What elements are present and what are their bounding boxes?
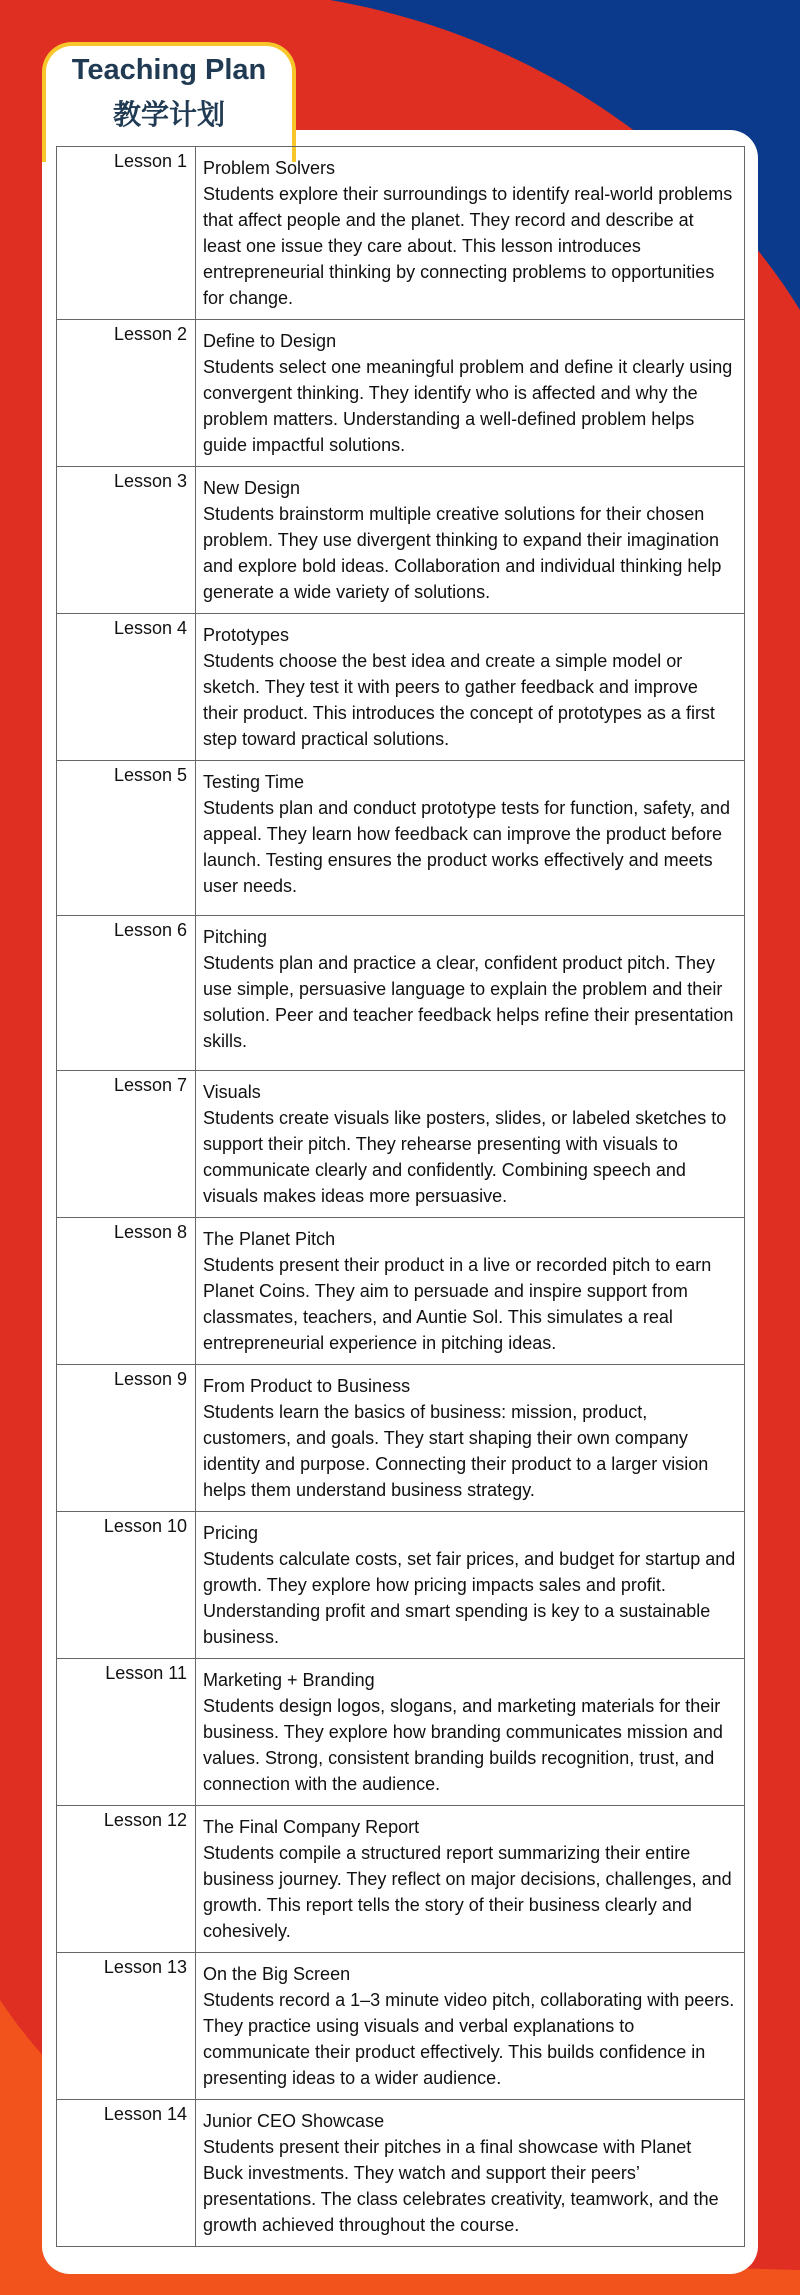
lesson-title: The Planet Pitch <box>203 1229 336 1249</box>
table-row <box>57 2100 745 2247</box>
lesson-cell <box>196 467 745 614</box>
lesson-description: Students select one meaningful problem and define it clearly using convergent thinking. They identify who is affected and why the problem matters. Understanding a well-defined problem helps guide impactful solutions. <box>203 357 733 455</box>
lesson-label: Lesson 7 <box>57 1071 196 1218</box>
lesson-title: Define to Design <box>203 331 337 351</box>
lesson-cell <box>196 1806 745 1953</box>
lesson-title: On the Big Screen <box>203 1964 351 1984</box>
lesson-label: Lesson 4 <box>57 614 196 761</box>
table-row <box>57 1071 745 1218</box>
lesson-description: Students create visuals like posters, slides, or labeled sketches to support their pitch. They rehearse presenting with visuals to communicate clearly and confidently. Combining speech and visuals makes ideas more persuasive. <box>203 1108 727 1206</box>
lesson-description: Students brainstorm multiple creative solutions for their chosen problem. They use divergent thinking to expand their imagination and explore bold ideas. Collaboration and individual thinking help generate a wide variety of solutions. <box>203 504 722 602</box>
lesson-cell <box>196 320 745 467</box>
table-row <box>57 614 745 761</box>
lesson-label: Lesson 9 <box>57 1365 196 1512</box>
lesson-title: Prototypes <box>203 625 290 645</box>
lesson-label: Lesson 1 <box>57 147 196 320</box>
lesson-title: Junior CEO Showcase <box>203 2111 385 2131</box>
lesson-cell <box>196 1218 745 1365</box>
table-row <box>57 761 745 916</box>
lesson-cell <box>196 1512 745 1659</box>
table-row <box>57 1218 745 1365</box>
title-tab <box>42 42 296 162</box>
lesson-title: Testing Time <box>203 772 305 792</box>
lesson-table <box>56 146 745 2247</box>
lesson-title: Marketing + Branding <box>203 1670 375 1690</box>
lesson-title: Pitching <box>203 927 268 947</box>
lesson-description: Students calculate costs, set fair prices, and budget for startup and growth. They explore how pricing impacts sales and profit. Understanding profit and smart spending is key to a sustainable business. <box>203 1549 736 1647</box>
lesson-cell <box>196 2100 745 2247</box>
lesson-title: New Design <box>203 478 301 498</box>
lesson-label: Lesson 12 <box>57 1806 196 1953</box>
lesson-label: Lesson 3 <box>57 467 196 614</box>
lesson-cell <box>196 761 745 916</box>
table-row <box>57 1659 745 1806</box>
lesson-cell <box>196 916 745 1071</box>
table-row <box>57 147 745 320</box>
title-chinese: 教学计划 <box>112 99 225 130</box>
lesson-title: Pricing <box>203 1523 259 1543</box>
table-row <box>57 320 745 467</box>
lesson-cell <box>196 1071 745 1218</box>
table-row <box>57 1806 745 1953</box>
table-row <box>57 916 745 1071</box>
lesson-label: Lesson 2 <box>57 320 196 467</box>
lesson-description: Students plan and practice a clear, confident product pitch. They use simple, persuasive language to explain the problem and their solution. Peer and teacher feedback helps refine their presentation skills. <box>203 953 734 1051</box>
lesson-label: Lesson 8 <box>57 1218 196 1365</box>
lesson-description: Students compile a structured report summarizing their entire business journey. They reflect on major decisions, challenges, and growth. This report tells the story of their business clearly and cohesively. <box>203 1843 732 1941</box>
title-english: Teaching Plan <box>71 54 267 86</box>
lesson-description: Students explore their surroundings to identify real-world problems that affect people and the planet. They record and describe at least one issue they care about. This lesson introduces entrepreneurial thinking by connecting problems to opportunities for change. <box>203 184 733 308</box>
lesson-cell <box>196 1953 745 2100</box>
lesson-description: Students record a 1–3 minute video pitch, collaborating with peers. They practice using visuals and verbal explanations to communicate their product effectively. This builds confidence in presenting ideas to a wider audience. <box>203 1990 735 2088</box>
lesson-label: Lesson 5 <box>57 761 196 916</box>
lesson-title: From Product to Business <box>203 1376 411 1396</box>
lesson-cell <box>196 1659 745 1806</box>
table-row <box>57 467 745 614</box>
lesson-label: Lesson 13 <box>57 1953 196 2100</box>
lesson-cell <box>196 614 745 761</box>
lesson-cell <box>196 1365 745 1512</box>
lesson-label: Lesson 11 <box>57 1659 196 1806</box>
lesson-description: Students present their product in a live or recorded pitch to earn Planet Coins. They aim to persuade and inspire support from classmates, teachers, and Auntie Sol. This simulates a real entrepreneurial experience in pitching ideas. <box>203 1255 712 1353</box>
lesson-cell <box>196 147 745 320</box>
lesson-description: Students design logos, slogans, and marketing materials for their business. They explore how branding communicates mission and values. Strong, consistent branding builds recognition, trust, and connection with the audience. <box>203 1696 723 1794</box>
lesson-title: Visuals <box>203 1082 261 1102</box>
lesson-title: The Final Company Report <box>203 1817 420 1837</box>
lesson-label: Lesson 10 <box>57 1512 196 1659</box>
table-row <box>57 1365 745 1512</box>
lesson-description: Students plan and conduct prototype tests for function, safety, and appeal. They learn how feedback can improve the product before launch. Testing ensures the product works effectively and meets user needs. <box>203 798 731 896</box>
table-row <box>57 1953 745 2100</box>
lesson-description: Students choose the best idea and create a simple model or sketch. They test it with peers to gather feedback and improve their product. This introduces the concept of prototypes as a first step toward practical solutions. <box>203 651 715 749</box>
table-row <box>57 1512 745 1659</box>
lesson-label: Lesson 14 <box>57 2100 196 2247</box>
lesson-description: Students present their pitches in a final showcase with Planet Buck investments. They watch and support their peers’ presentations. The class celebrates creativity, teamwork, and the growth achieved throughout the course. <box>203 2137 719 2235</box>
lesson-description: Students learn the basics of business: mission, product, customers, and goals. They start shaping their own company identity and purpose. Connecting their product to a larger vision helps them understand business strategy. <box>203 1402 709 1500</box>
lesson-title: Problem Solvers <box>203 158 336 178</box>
lesson-label: Lesson 6 <box>57 916 196 1071</box>
